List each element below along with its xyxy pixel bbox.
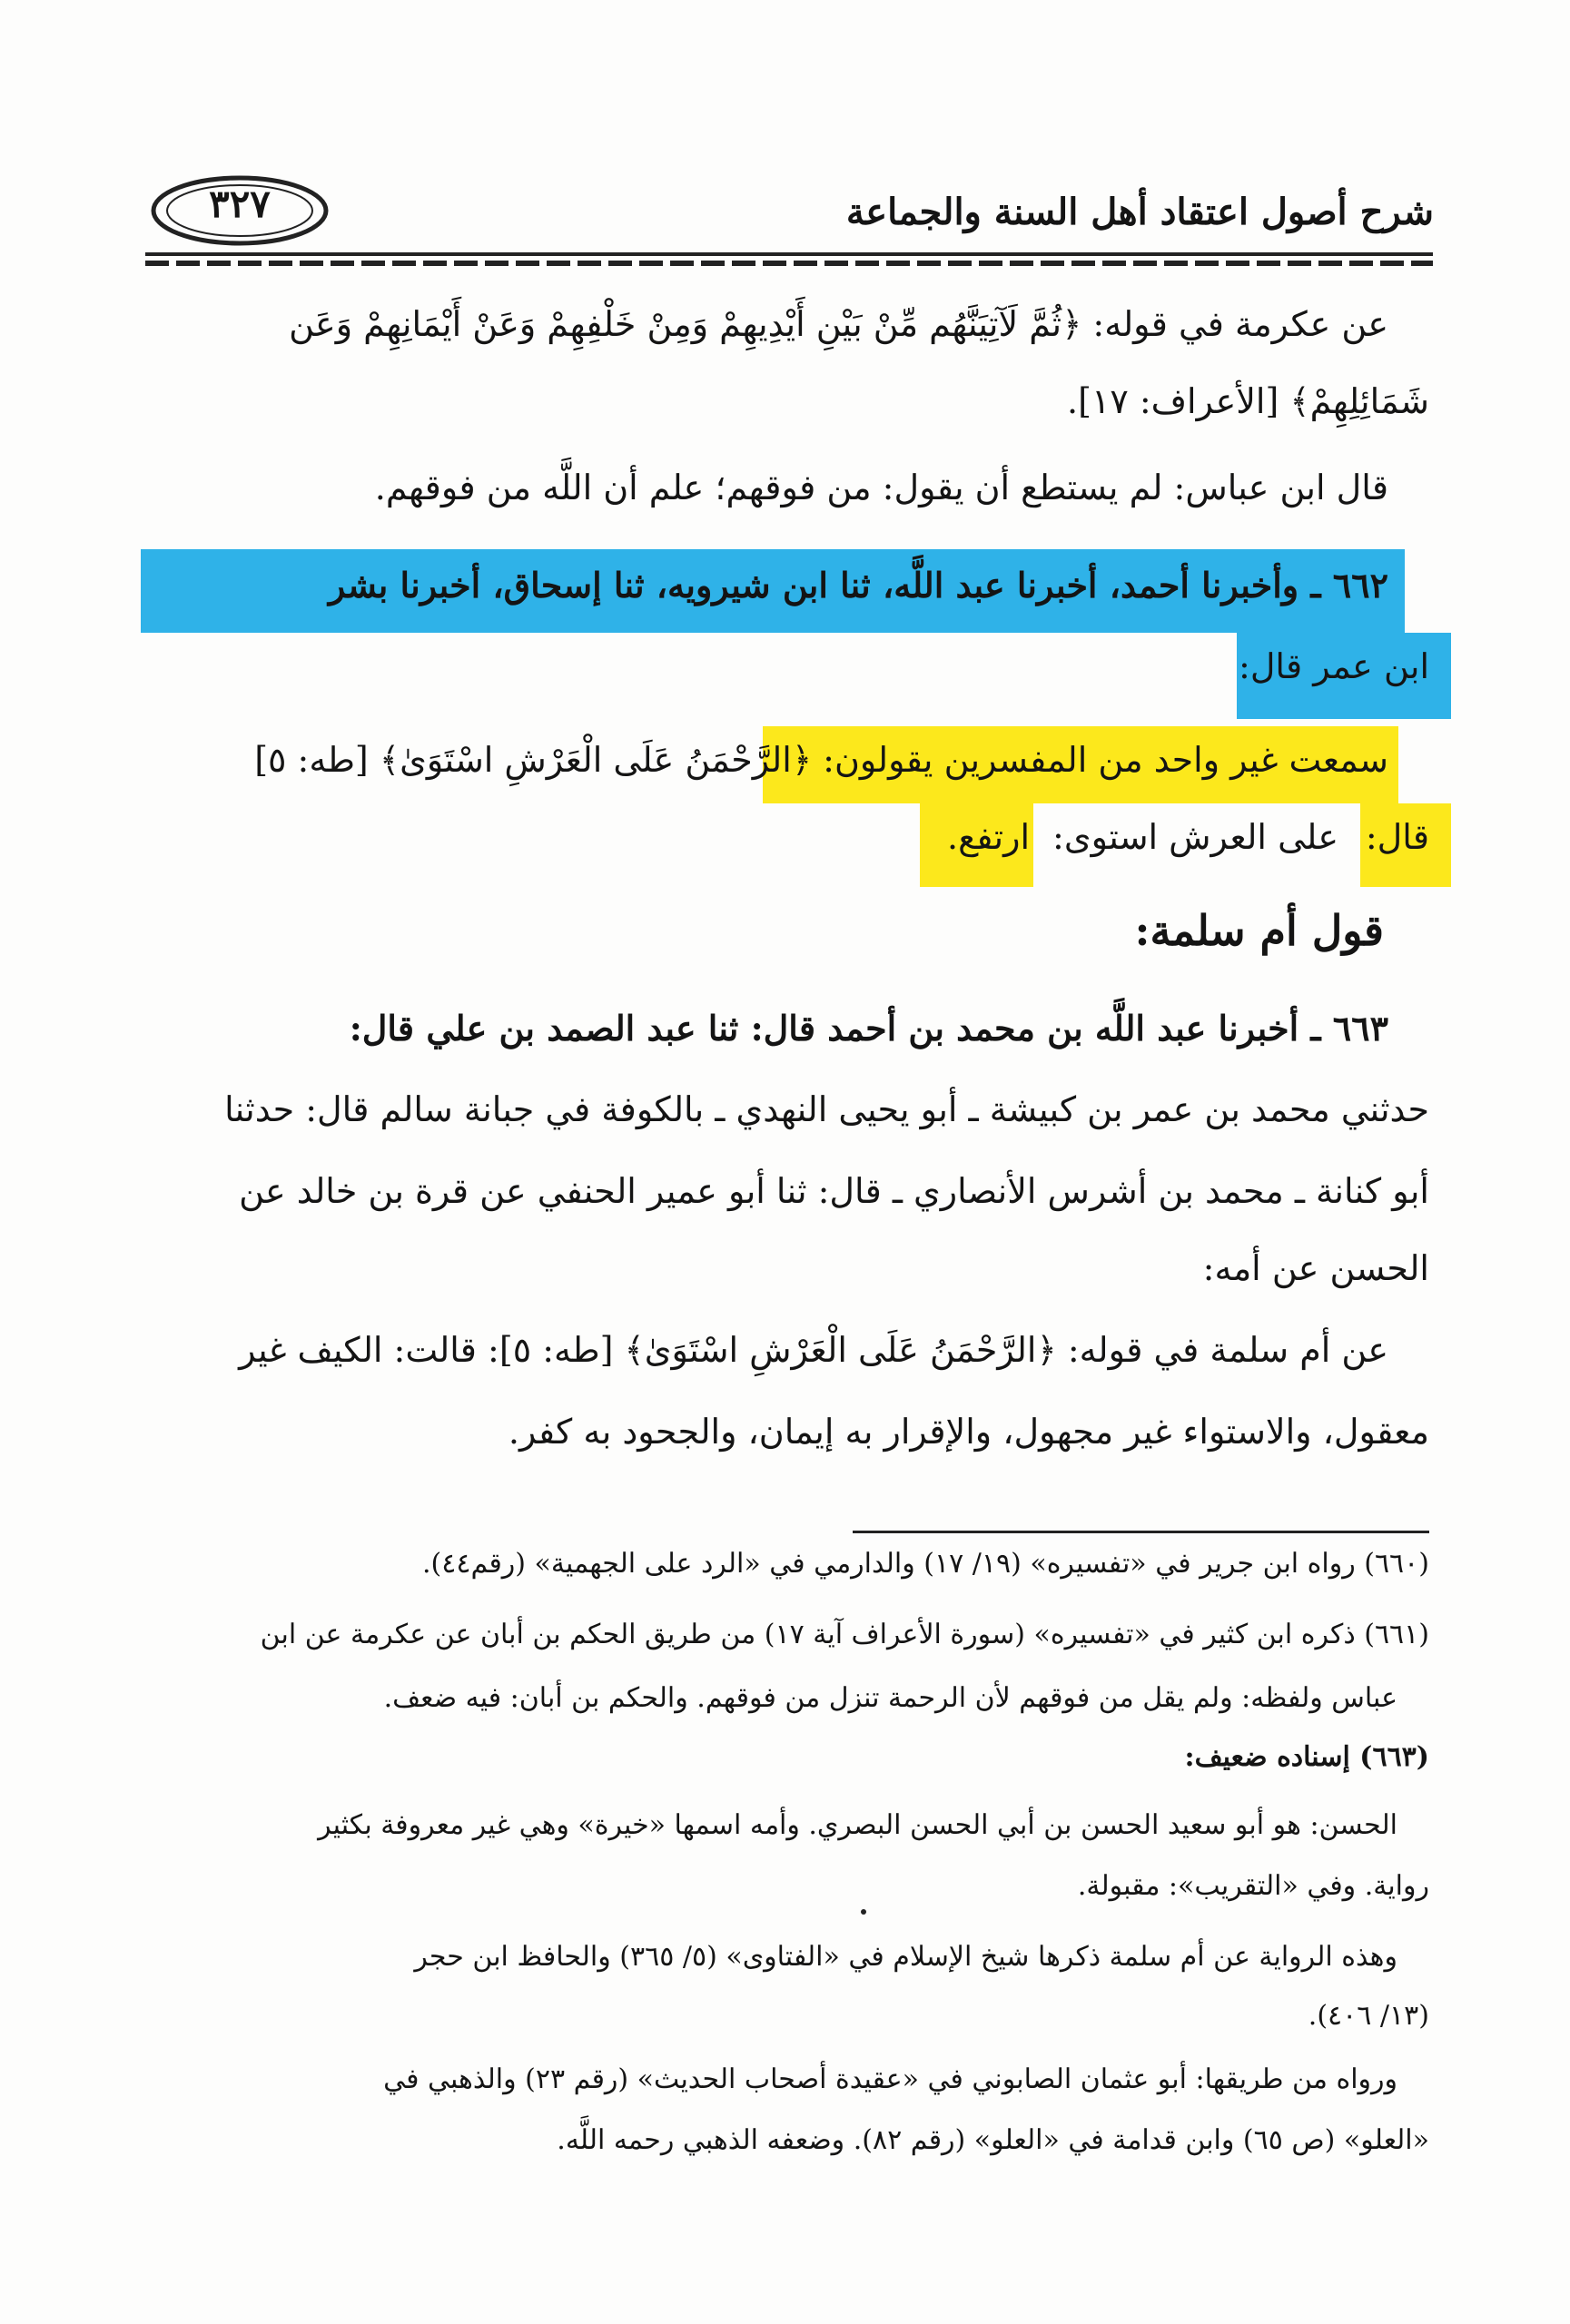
footnote-663-title: (٦٦٣) إسناده ضعيف: bbox=[1184, 1741, 1429, 1773]
narration-662-line2: ابن عمر قال: bbox=[1239, 646, 1429, 686]
section-heading: قول أم سلمة: bbox=[1134, 906, 1384, 955]
footnote-663-cont: رواية. وفي «التقريب»: مقبولة. bbox=[1077, 1870, 1429, 1902]
text-line: شَمَائِلِهِمْ﴾ [الأعراف: ١٧]. bbox=[1067, 381, 1429, 421]
footnote-663-cont: وهذه الرواية عن أم سلمة ذكرها شيخ الإسلام في «الفتاوى» (٥/ ٣٦٥) والحافظ ابن حجر bbox=[414, 1941, 1397, 1973]
footnote-rule bbox=[853, 1531, 1429, 1533]
text-line: عن أم سلمة في قوله: ﴿الرَّحْمَنُ عَلَى الْعَرْشِ اسْتَوَىٰ﴾ [طه: ٥]: قالت: الكيف غير bbox=[239, 1330, 1388, 1370]
footnote-663-cont: (١٣/ ٤٠٦). bbox=[1308, 2000, 1429, 2032]
footnote-663-cont: «العلو» (ص ٦٥) وابن قدامة في «العلو» (رقم ٨٢). وضعفه الذهبي رحمه اللَّه. bbox=[557, 2124, 1429, 2156]
footnote-663: الحسن: هو أبو سعيد الحسن بن أبي الحسن البصري. وأمه اسمها «خيرة» وهي غير معروفة بكثير bbox=[318, 1809, 1397, 1841]
narration-662-said: قال: bbox=[1365, 817, 1429, 857]
footnote-661: (٦٦١) ذكره ابن كثير في «تفسيره» (سورة الأعراف آية ١٧) من طريق الحكم بن أبان عن عكرمة عن ابن bbox=[260, 1619, 1429, 1650]
narration-662-line1: ٦٦٢ ـ وأخبرنا أحمد، أخبرنا عبد اللَّه، ثنا ابن شيرويه، ثنا إسحاق، أخبرنا بشر bbox=[328, 565, 1388, 606]
header-rule bbox=[145, 252, 1433, 256]
header-dashed-rule bbox=[145, 261, 1433, 266]
footnote-661-cont: عباس ولفظه: ولم يقل من فوقهم لأن الرحمة تنزل من فوقهم. والحكم بن أبان: فيه ضعف. bbox=[383, 1682, 1397, 1714]
text-line: معقول، والاستواء غير مجهول، والإقرار به إيمان، والجحود به كفر. bbox=[508, 1412, 1429, 1452]
text-line: قال ابن عباس: لم يستطع أن يقول: من فوقهم؛ علم أن اللَّه من فوقهم. bbox=[374, 468, 1388, 507]
text-line: الحسن عن أمه: bbox=[1202, 1248, 1429, 1288]
page-number: ٣٢٧ bbox=[209, 182, 271, 226]
running-header-title: شرح أصول اعتقاد أهل السنة والجماعة bbox=[845, 191, 1434, 233]
footnote-660: (٦٦٠) رواه ابن جرير في «تفسيره» (١٩/ ١٧) والدارمي في «الرد على الجهمية» (رقم٤٤). bbox=[422, 1548, 1429, 1580]
footnote-663-cont: ورواه من طريقها: أبو عثمان الصابوني في «عقيدة أصحاب الحديث» (رقم ٢٣) والذهبي في bbox=[383, 2063, 1397, 2095]
narration-662-answer: ارتفع. bbox=[946, 817, 1030, 857]
print-speck bbox=[861, 1909, 866, 1915]
narration-662-quote: على العرش استوى: bbox=[1052, 817, 1338, 857]
narration-662-line3: سمعت غير واحد من المفسرين يقولون: ﴿الرَّحْمَنُ عَلَى الْعَرْشِ اسْتَوَىٰ﴾ [طه: ٥] bbox=[254, 740, 1388, 780]
narration-663-line1: ٦٦٣ ـ أخبرنا عبد اللَّه بن محمد بن أحمد قال: ثنا عبد الصمد بن علي قال: bbox=[349, 1008, 1388, 1049]
text-line: حدثني محمد بن عمر بن كبيشة ـ أبو يحيى النهدي ـ بالكوفة في جبانة سالم قال: حدثنا bbox=[224, 1089, 1429, 1129]
text-line: أبو كنانة ـ محمد بن أشرس الأنصاري ـ قال: ثنا أبو عمير الحنفي عن قرة بن خالد عن bbox=[239, 1171, 1429, 1211]
text-line: عن عكرمة في قوله: ﴿ثُمَّ لَآتِيَنَّهُم مِّنْ بَيْنِ أَيْدِيهِمْ وَمِنْ خَلْفِهِمْ وَعَنْ أَيْمَانِهِمْ وَعَن bbox=[289, 304, 1388, 344]
